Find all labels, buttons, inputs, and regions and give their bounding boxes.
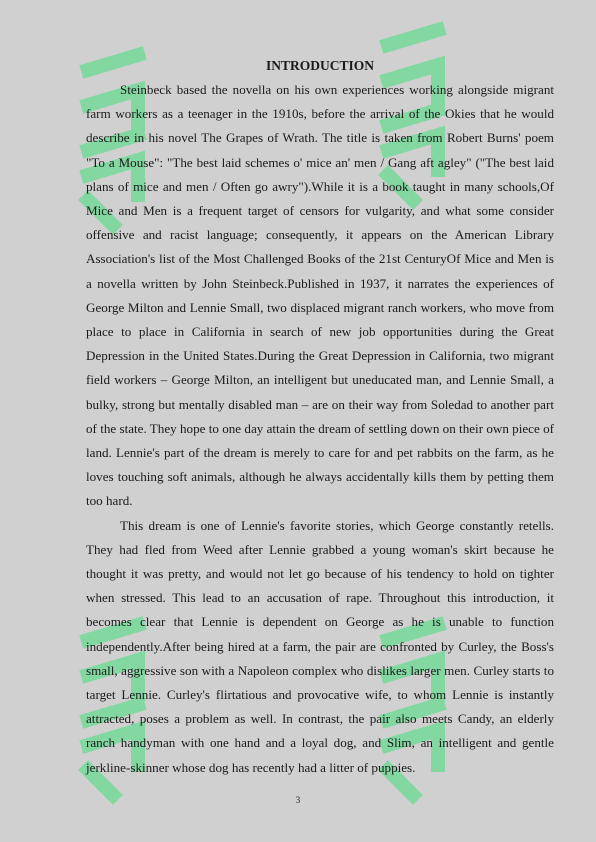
page-title: INTRODUCTION [265,58,374,73]
paragraph-2: This dream is one of Lennie's favorite stories, which George constantly retells. They had fled from Weed after Lennie grabbed a young woman's skirt because he thought it was pretty, and would not let go because of his tendency to hold on tighter when stressed. This lead to an accusation of rape. Throughout this introduction, it becomes clear that Lennie is dependent on George as he is unable to function independently.After being hired at a farm, the pair are confronted by Curley, the Boss's small, aggressive son with a Napoleon complex who dislikes larger men. Curley starts to target Lennie. Curley's flirtatious and provocative wife, to whom Lennie is instantly attracted, poses a problem as well. In contrast, the pair also meets Candy, an elderly ranch handyman with one hand and a loyal dog, and Slim, an intelligent and gentle jerkline-skinner whose dog has recently had a litter of puppies. [86,517,554,775]
document-body [86,56,554,780]
paragraph-1: Steinbeck based the novella on his own experiences working alongside migrant farm workers as a teenager in the 1910s, before the arrival of the Okies that he would describe in his novel The Grapes of Wrath. The title is taken from Robert Burns' poem "To a Mouse": "The best laid schemes o' mice an' men / Gang aft agley" ("The best laid plans of mice and men / Often go awry").While it is a book taught in many schools,Of Mice and Men is a frequent target of censors for vulgarity, and what some consider offensive and racist language; consequently, it appears on the American Library Association's list of the Most Challenged Books of the 21st CenturyOf Mice and Men is a novella written by John Steinbeck.Published in 1937, it narrates the experiences of George Milton and Lennie Small, two displaced migrant ranch workers, who move from place to place in California in search of new job opportunities during the Great Depression in the United States.During the Great Depression in California, two migrant field workers – George Milton, an intelligent but uneducated man, and Lennie Small, a bulky, strong but mentally disabled man – are on their way from Soledad to another part of the state. They hope to one day attain the dream of settling down on their own piece of land. Lennie's part of the dream is merely to care for and pet rabbits on the farm, as he loves touching soft animals, although he always accidentally kills them by petting them too hard. [86,82,554,509]
page-number: 3 [295,795,301,805]
